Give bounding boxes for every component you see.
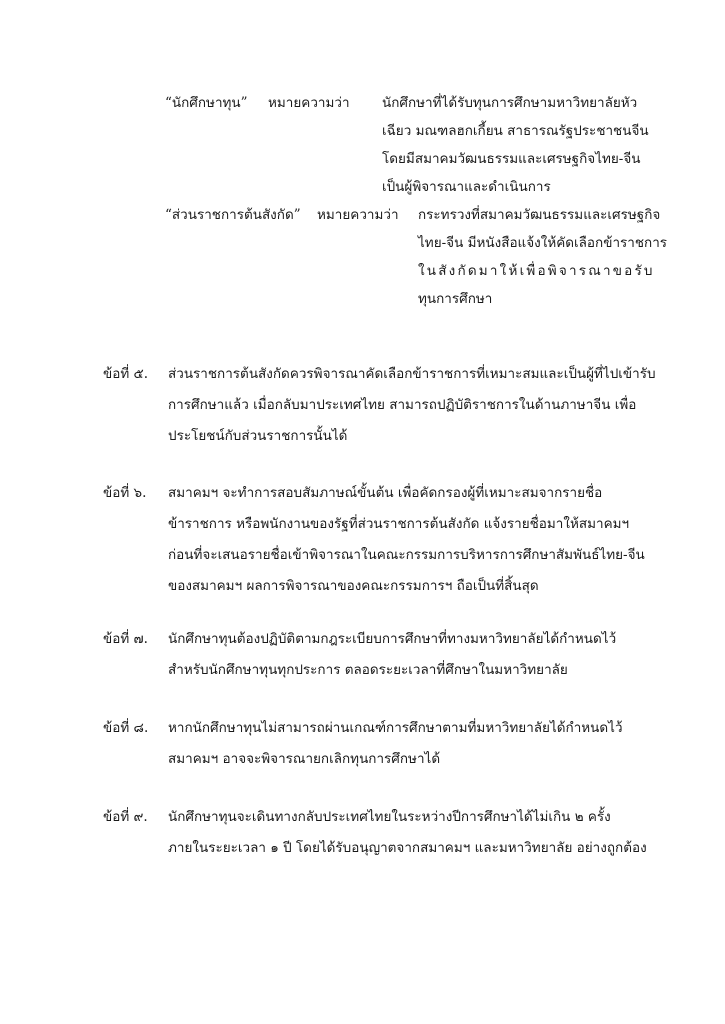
definition-body — [382, 89, 649, 201]
clause-text — [168, 624, 668, 686]
clause-line: ประโยชน์กับส่วนราชการนั้นได้ — [168, 428, 348, 444]
clause-line: ก่อนที่จะเสนอรายชื่อเข้าพิจารณาในคณะกรรมการบริหารการศึกษาสัมพันธ์ไทย-จีน — [168, 547, 645, 563]
definition-line: โดยมีสมาคมวัฒนธรรมและเศรษฐกิจไทย-จีน — [382, 151, 641, 167]
definition-line: เฉียว มณฑลฮกเกี้ยน สาธารณรัฐประชาชนจีน — [382, 123, 649, 139]
clause-line: สมาคมฯ จะทำการสอบสัมภาษณ์ขั้นต้น เพื่อคัดกรองผู้ที่เหมาะสมจากรายชื่อ — [168, 485, 603, 501]
clause-label: ข้อที่ ๖. — [103, 485, 147, 501]
clause-line: การศึกษาแล้ว เมื่อกลับมาประเทศไทย สามารถปฏิบัติราชการในด้านภาษาจีน เพื่อ — [168, 397, 637, 413]
clause-line: ส่วนราชการต้นสังกัดควรพิจารณาคัดเลือกข้าราชการที่เหมาะสมและเป็นผู้ที่ไปเข้ารับ — [168, 366, 656, 382]
clause-text — [168, 802, 668, 864]
definition-line: กระทรวงที่สมาคมวัฒนธรรมและเศรษฐกิจ — [418, 207, 661, 223]
definition-body — [418, 201, 667, 313]
definition-line: ทุนการศึกษา — [418, 291, 493, 307]
definition-means: หมายความว่า — [317, 207, 399, 223]
definition-line: ในสังกัดมาให้เพื่อพิจารณาขอรับ — [418, 263, 655, 279]
definition-line: นักศึกษาที่ได้รับทุนการศึกษามหาวิทยาลัยหัว — [382, 95, 638, 111]
definition-line: เป็นผู้พิจารณาและดำเนินการ — [382, 179, 551, 195]
clause-line: นักศึกษาทุนจะเดินทางกลับประเทศไทยในระหว่างปีการศึกษาได้ไม่เกิน ๒ ครั้ง — [168, 809, 611, 825]
clause-line: นักศึกษาทุนต้องปฏิบัติตามกฎระเบียบการศึกษาที่ทางมหาวิทยาลัยได้กำหนดไว้ — [168, 631, 617, 647]
definition-line: ไทย-จีน มีหนังสือแจ้งให้คัดเลือกข้าราชการ — [418, 235, 668, 251]
clause-line: สมาคมฯ อาจจะพิจารณายกเลิกทุนการศึกษาได้ — [168, 751, 441, 767]
clause-text — [168, 478, 668, 602]
clause-line: หากนักศึกษาทุนไม่สามารถผ่านเกณฑ์การศึกษาตามที่มหาวิทยาลัยได้กำหนดไว้ — [168, 720, 623, 736]
clause-label: ข้อที่ ๕. — [103, 366, 149, 382]
definition-means: หมายความว่า — [268, 95, 350, 111]
clause-line: ภายในระยะเวลา ๑ ปี โดยได้รับอนุญาตจากสมาคมฯ และมหาวิทยาลัย อย่างถูกต้อง — [168, 840, 647, 856]
clause-label: ข้อที่ ๙. — [103, 809, 148, 825]
definition-term: “นักศึกษาทุน” — [165, 95, 248, 111]
clause-line: ข้าราชการ หรือพนักงานของรัฐที่ส่วนราชการต้นสังกัด แจ้งรายชื่อมาให้สมาคมฯ — [168, 516, 630, 532]
clause-text — [168, 359, 668, 452]
definition-term: “ส่วนราชการต้นสังกัด” — [165, 207, 301, 223]
clause-line: ของสมาคมฯ ผลการพิจารณาของคณะกรรมการฯ ถือเป็นที่สิ้นสุด — [168, 578, 539, 594]
clause-label: ข้อที่ ๘. — [103, 720, 149, 736]
clause-text — [168, 713, 668, 775]
clause-line: สำหรับนักศึกษาทุนทุกประการ ตลอดระยะเวลาที่ศึกษาในมหาวิทยาลัย — [168, 662, 568, 678]
clause-label: ข้อที่ ๗. — [103, 631, 148, 647]
